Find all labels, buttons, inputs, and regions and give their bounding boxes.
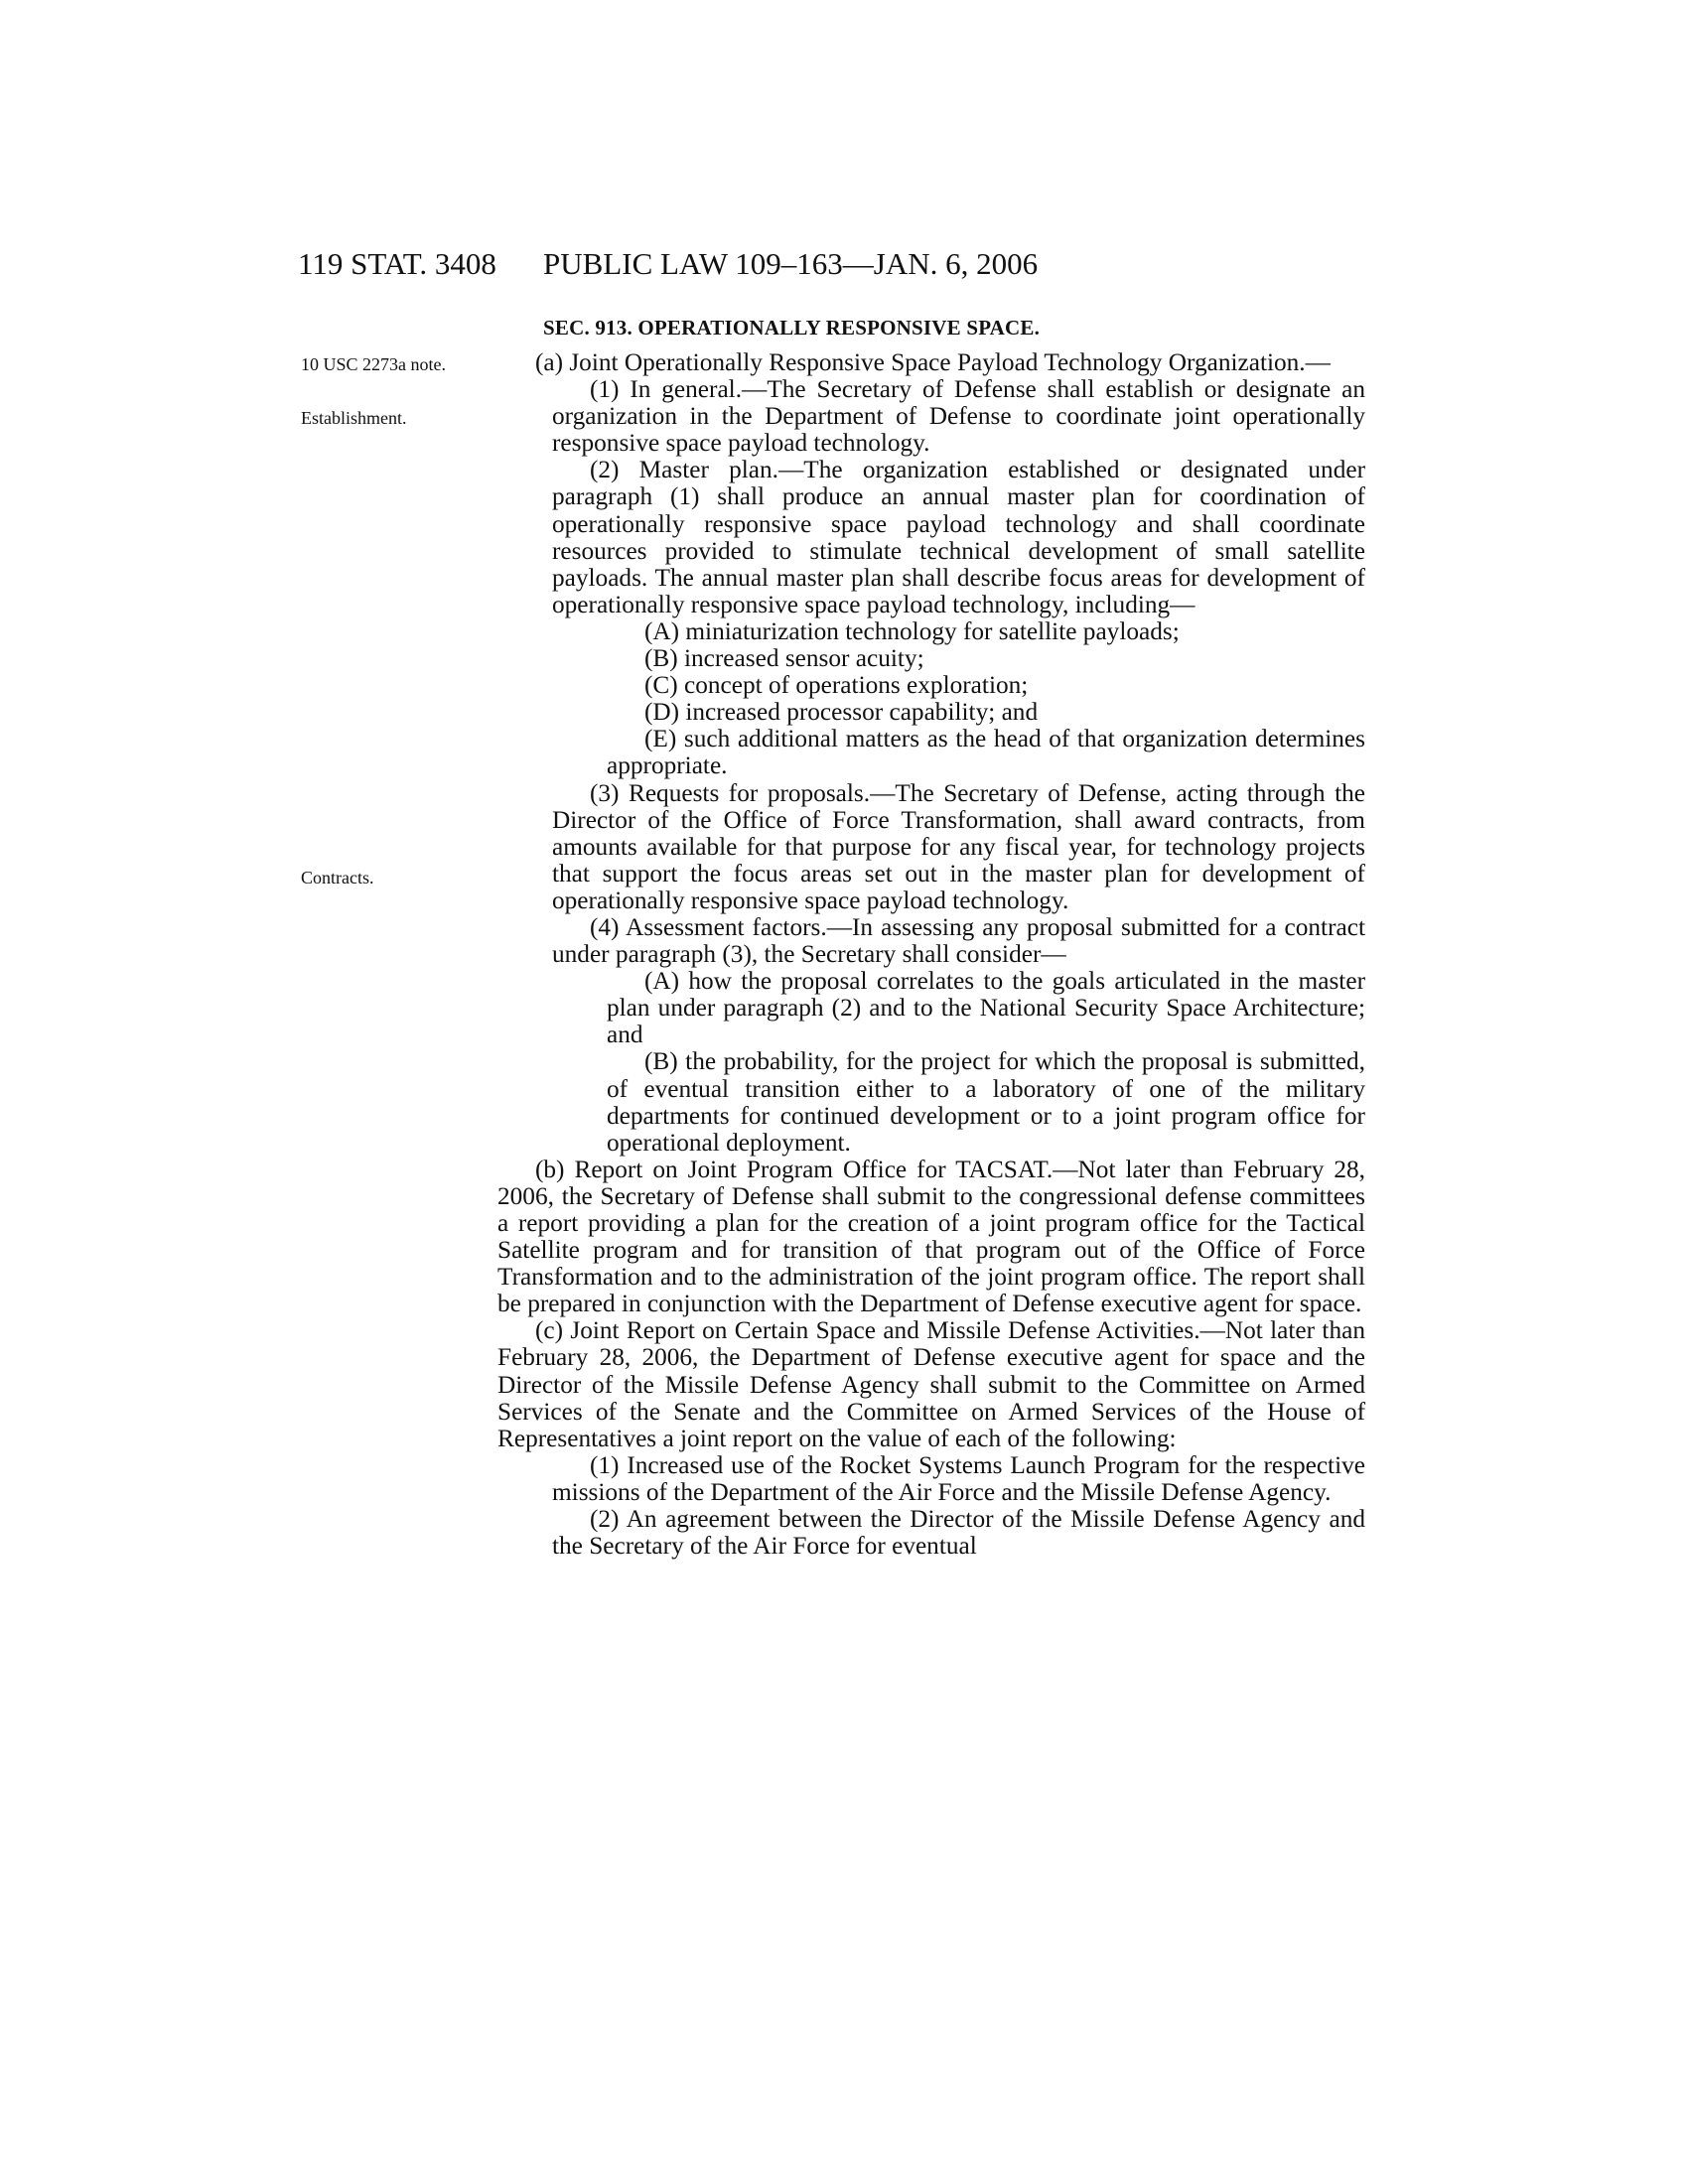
list-item: (A) how the proposal correlates to the goals articulated in the master plan under paragraph (2) and to the National Security Space Architecture; and	[607, 967, 1365, 1049]
list-item: (B) the probability, for the project for which the proposal is submitted, of eventual transition either to a laboratory of one of the military departments for continued development or to a joint program office for operational deployment.	[607, 1047, 1365, 1157]
document-body	[497, 349, 1365, 1560]
section-title: SEC. 913. OPERATIONALLY RESPONSIVE SPACE.	[543, 316, 1041, 340]
paragraph-a4: (4) Assessment factors.—In assessing any proposal submitted for a contract under paragraph (3), the Secretary shall consider—	[552, 912, 1365, 969]
paragraph-a3: (3) Requests for proposals.—The Secretary of Defense, acting through the Director of the Office of Force Transformation, shall award contracts, from amounts available for that purpose for any fiscal year, for technology projects that support the focus areas set out in the master plan for development of operationally responsive space payload technology.	[552, 778, 1365, 914]
list-item: (C) concept of operations exploration;	[643, 671, 1029, 700]
list-item: (E) such additional matters as the head of that organization determines appropriate.	[607, 725, 1365, 780]
public-law-title: PUBLIC LAW 109–163—JAN. 6, 2006	[543, 246, 1039, 281]
statute-page-number: 119 STAT. 3408	[298, 246, 496, 281]
margin-note-establishment: Establishment.	[301, 408, 407, 428]
paragraph-c1: (1) Increased use of the Rocket Systems Launch Program for the respective missions of the Department of the Air Force and the Missile Defense Agency.	[552, 1450, 1365, 1506]
paragraph-a2: (2) Master plan.—The organization established or designated under paragraph (1) shall produce an annual master plan for coordination of operationally responsive space payload technology and shall coordinate resources provided to stimulate technical development of small satellite payloads. The annual master plan shall describe focus areas for development of operationally responsive space payload technology, including—	[552, 456, 1365, 618]
subsection-a-heading: (a) Joint Operationally Responsive Space Payload Technology Organization.—	[534, 348, 1331, 376]
list-item: (D) increased processor capability; and	[643, 698, 1039, 727]
paragraph-a1: (1) In general.—The Secretary of Defense shall establish or designate an organization in the Department of Defense to coordinate joint operationally responsive space payload technology.	[552, 375, 1365, 458]
list-item: (B) increased sensor acuity;	[643, 644, 924, 673]
paragraph-c2: (2) An agreement between the Director of the Missile Defense Agency and the Secretary of the Air Force for eventual	[552, 1505, 1365, 1561]
list-item: (A) miniaturization technology for satellite payloads;	[643, 616, 1180, 645]
margin-note-usc: 10 USC 2273a note.	[301, 354, 446, 374]
subsection-b: (b) Report on Joint Program Office for TACSAT.—Not later than February 28, 2006, the Secretary of Defense shall submit to the congressional defense committees a report providing a plan for the creation of a joint program office for the Tactical Satellite program and for transition of that program out of the Office of Force Transformation and to the administration of the joint program office. The report shall be prepared in conjunction with the Department of Defense executive agent for space.	[497, 1155, 1365, 1318]
margin-note-contracts: Contracts.	[301, 868, 374, 887]
subsection-c: (c) Joint Report on Certain Space and Missile Defense Activities.—Not later than February 28, 2006, the Department of Defense executive agent for space and the Director of the Missile Defense Agency shall submit to the Committee on Armed Services of the Senate and the Committee on Armed Services of the House of Representatives a joint report on the value of each of the following:	[497, 1316, 1365, 1452]
page-header	[0, 246, 1688, 286]
